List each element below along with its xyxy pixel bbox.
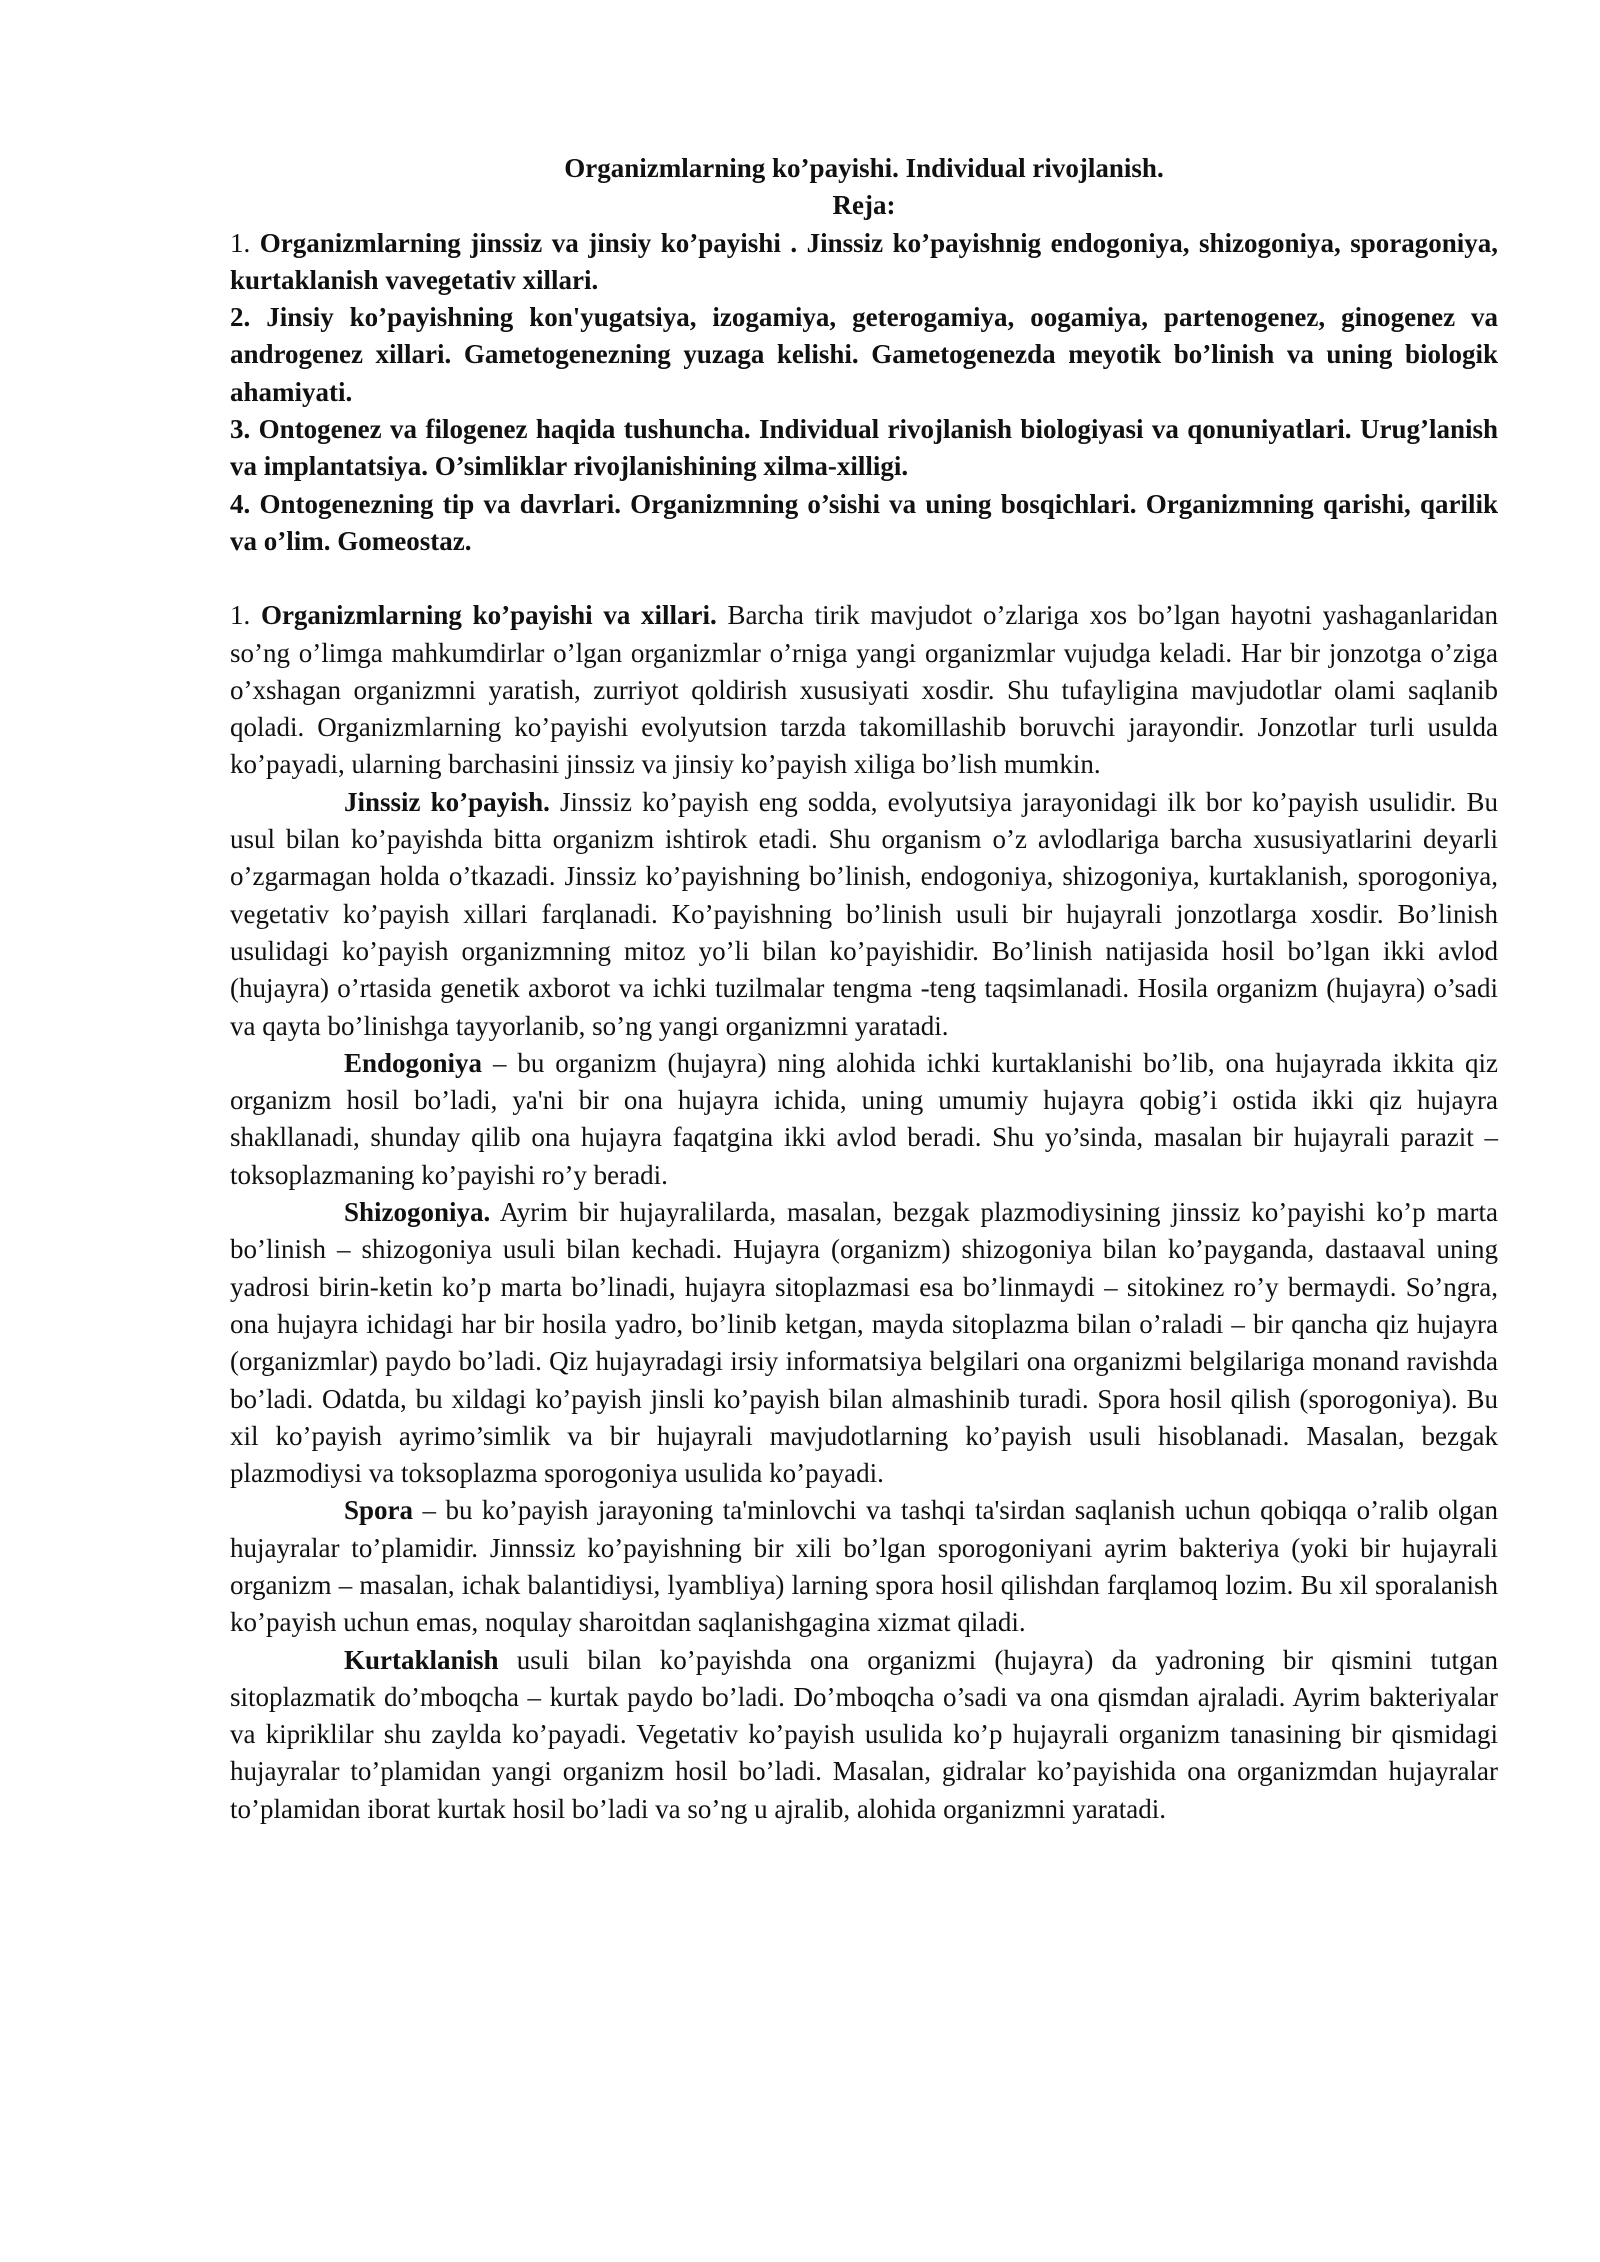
paragraph-heading: Shizogoniya. (344, 1197, 491, 1228)
paragraph-reproduction (230, 597, 1498, 783)
document-page (230, 150, 1498, 1828)
paragraph-heading: Kurtaklanish (344, 1644, 499, 1675)
paragraph-asexual (230, 784, 1498, 1045)
paragraph-spora (230, 1492, 1498, 1641)
plan-item-number: 1. (230, 227, 260, 258)
plan-item-1 (230, 225, 1498, 300)
plan-heading: Reja: (832, 190, 896, 221)
paragraph-heading: Organizmlarning ko’payishi va xillari. (260, 600, 717, 631)
plan-item-text: Organizmlarning jinssiz va jinsiy ko’payishi . Jinssiz ko’payishnig endogoniya, shizogoniya, sporagoniya, kurtaklanish vavegetativ xillari. (230, 227, 1498, 295)
paragraph-schizogony (230, 1194, 1498, 1492)
plan-item-number: 3. (230, 414, 259, 445)
plan-item-4 (230, 486, 1498, 561)
paragraph-number: 1. (230, 600, 261, 631)
plan-item-number: 4. (230, 488, 260, 519)
plan-item-text: Ontogenez va filogenez haqida tushuncha. Individual rivojlanish biologiyasi va qonuniyatlari. Urug’lanish va implantatsiya. O’simliklar rivojlanishining xilma-xilligi. (230, 414, 1499, 482)
plan-item-2 (230, 299, 1498, 411)
paragraph-body: Barcha tirik mavjudot o’zlariga xos bo’lgan hayotni yashaganlaridan so’ng o’limga mahkumdirlar o’lgan organizmlar o’rniga yangi organizmlar vujudga keladi. Har bir jonzotga o’ziga o’xshagan organizmni yaratish, zurriyot qoldirish xususiyati xosdir. Shu tufayligina mavjudotlar olami saqlanib qoladi. Organizmlarning ko’payishi evolyutsion tarzda takomillashib boruvchi jarayondir. Jonzotlar turli usulda ko’payadi, ularning barchasini jinssiz va jinsiy ko’payish xiliga bo’lish mumkin. (230, 600, 1499, 780)
paragraph-body: Ayrim bir hujayralilarda, masalan, bezgak plazmodiysining jinssiz ko’payishi ko’p marta bo’linish – shizogoniya usuli bilan kechadi. Hujayra (organizm) shizogoniya bilan ko’payganda, dastaaval uning yadrosi birin-ketin ko’p marta bo’linadi, hujayra sitoplazmasi esa bo’linmaydi – sitokinez ro’y bermaydi. So’ngra, ona hujayra ichidagi har bir hosila yadro, bo’linib ketgan, mayda sitoplazma bilan o’raladi – bir qancha qiz hujayra (organizmlar) paydo bo’ladi. Qiz hujayradagi irsiy informatsiya belgilari ona organizmi belgilariga monand ravishda bo’ladi. Odatda, bu xildagi ko’payish jinsli ko’payish bilan almashinib turadi. Spora hosil qilish (sporogoniya). Bu xil ko’payish ayrimo’simlik va bir hujayrali mavjudotlarning ko’payish usuli hisoblanadi. Masalan, bezgak plazmodiysi va toksoplazma sporogoniya usulida ko’payadi. (230, 1197, 1498, 1489)
paragraph-endogony (230, 1045, 1498, 1194)
paragraph-body: – bu organizm (hujayra) ning alohida ichki kurtaklanishi bo’lib, ona hujayrada ikkita qiz organizm hosil bo’ladi, ya'ni bir ona hujayra ichida, uning umumiy hujayra qobig’i ostida ikki qiz hujayra shakllanadi, shunday qilib ona hujayra faqatgina ikki avlod beradi. Shu yo’sinda, masalan bir hujayrali parazit –toksoplazmaning ko’payishi ro’y beradi. (230, 1047, 1498, 1190)
section-spacer (230, 560, 1498, 597)
document-title: Organizmlarning ko’payishi. Individual rivojlanish. (564, 153, 1164, 183)
plan-item-3 (230, 411, 1498, 486)
paragraph-body: Jinssiz ko’payish eng sodda, evolyutsiya jarayonidagi ilk bor ko’payish usulidir. Bu usul bilan ko’payishda bitta organizm ishtirok etadi. Shu organism o’z avlodlariga barcha xususiyatlarini deyarli o’zgarmagan holda o’tkazadi. Jinssiz ko’payishning bo’linish, endogoniya, shizogoniya, kurtaklanish, sporogoniya, vegetativ ko’payish xillari farqlanadi. Ko’payishning bo’linish usuli bir hujayrali jonzotlarga xosdir. Bo’linish usulidagi ko’payish organizmning mitoz yo’li bilan ko’payishidir. Bo’linish natijasida hosil bo’lgan ikki avlod (hujayra) o’rtasida genetik axborot va ichki tuzilmalar tengma -teng taqsimlanadi. Hosila organizm (hujayra) o’sadi va qayta bo’linishga tayyorlanib, so’ng yangi organizmni yaratadi. (230, 786, 1498, 1041)
plan-item-text: Jinsiy ko’payishning kon'yugatsiya, izogamiya, geterogamiya, oogamiya, partenogenez, ginogenez va androgenez xillari. Gametogenezning yuzaga kelishi. Gametogenezda meyotik bo’linish va uning biologik ahamiyati. (230, 302, 1499, 407)
plan-item-text: Ontogenezning tip va davrlari. Organizmning o’sishi va uning bosqichlari. Organizmning qarishi, qarilik va o’lim. Gomeostaz. (230, 488, 1498, 556)
paragraph-heading: Jinssiz ko’payish. (344, 786, 550, 817)
plan-item-number: 2. (230, 302, 267, 333)
paragraph-heading: Spora (344, 1495, 414, 1526)
paragraph-body: – bu ko’payish jarayoning ta'minlovchi va tashqi ta'sirdan saqlanish uchun qobiqqa o’ralib olgan hujayralar to’plamidir. Jinnssiz ko’payishning bir xili bo’lgan sporogoniyani ayrim bakteriya (yoki bir hujayrali organizm – masalan, ichak balantidiysi, lyambliya) larning spora hosil qilishdan farqlamoq lozim. Bu xil sporalanish ko’payish uchun emas, noqulay sharoitdan saqlanishgagina xizmat qiladi. (230, 1495, 1498, 1638)
paragraph-heading: Endogoniya (344, 1047, 483, 1078)
paragraph-body: usuli bilan ko’payishda ona organizmi (hujayra) da yadroning bir qismini tutgan sitoplazmatik do’mboqcha – kurtak paydo bo’ladi. Do’mboqcha o’sadi va ona qismdan ajraladi. Ayrim bakteriyalar va kipriklilar shu zaylda ko’payadi. Vegetativ ko’payish usulida ko’p hujayrali organizm tanasining bir qismidagi hujayralar to’plamidan yangi organizm hosil bo’ladi. Masalan, gidralar ko’payishida ona organizmdan hujayralar to’plamidan iborat kurtak hosil bo’ladi va so’ng u ajralib, alohida organizmni yaratadi. (230, 1644, 1498, 1824)
paragraph-budding (230, 1642, 1498, 1828)
